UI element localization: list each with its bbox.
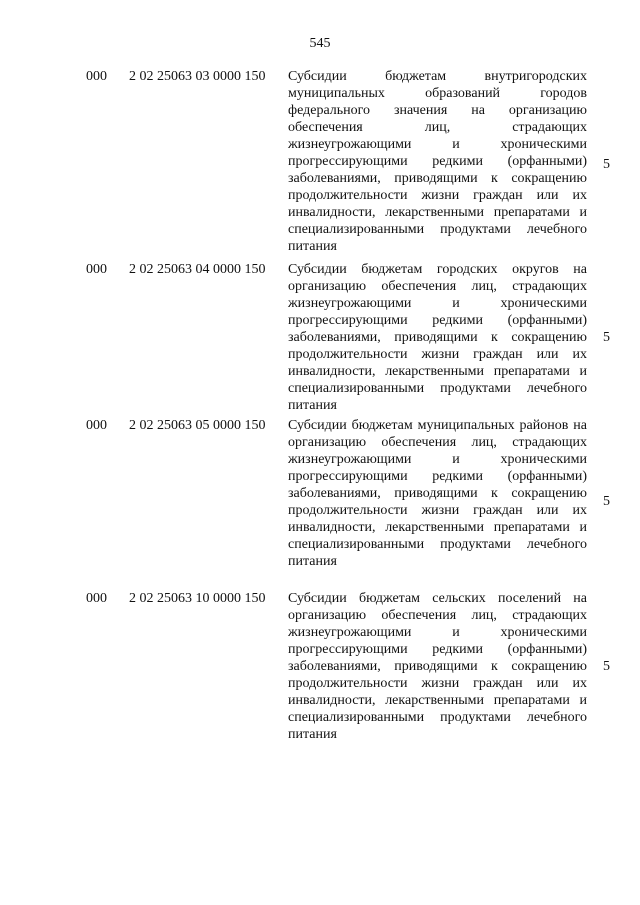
org-code: 000 [86,418,107,433]
row-description: Субсидии бюджетам внутригородских муниципальных образований городов федерального значения на организацию обеспечения лиц, страдающих жизнеугрожающими и хроническими прогрессирующими редкими (орфанными) заболеваниями, приводящими к сокращению продолжительности жизни граждан или их инвалидности, лекарственными препаратами и специализированными продуктами лечебного питания [288,69,587,254]
row-value: 5 [603,494,610,509]
budget-classification-code: 2 02 25063 05 0000 150 [129,418,266,433]
row-description: Субсидии бюджетам сельских поселений на организацию обеспечения лиц, страдающих жизнеугрожающими и хроническими прогрессирующими редкими (орфанными) заболеваниями, приводящими к сокращению продолжительности жизни граждан или их инвалидности, лекарственными препаратами и специализированными продуктами лечебного питания [288,591,587,742]
budget-classification-code: 2 02 25063 10 0000 150 [129,591,266,606]
page-number: 545 [309,36,331,51]
budget-classification-code: 2 02 25063 03 0000 150 [129,69,266,84]
org-code: 000 [86,591,107,606]
row-description: Субсидии бюджетам городских округов на организацию обеспечения лиц, страдающих жизнеугрожающими и хроническими прогрессирующими редкими (орфанными) заболеваниями, приводящими к сокращению продолжительности жизни граждан или их инвалидности, лекарственными препаратами и специализированными продуктами лечебного питания [288,262,587,413]
org-code: 000 [86,69,107,84]
row-value: 5 [603,659,610,674]
row-description: Субсидии бюджетам муниципальных районов на организацию обеспечения лиц, страдающих жизнеугрожающими и хроническими прогрессирующими редкими (орфанными) заболеваниями, приводящими к сокращению продолжительности жизни граждан или их инвалидности, лекарственными препаратами и специализированными продуктами лечебного питания [288,418,587,569]
row-value: 5 [603,157,610,172]
org-code: 000 [86,262,107,277]
budget-classification-code: 2 02 25063 04 0000 150 [129,262,266,277]
row-value: 5 [603,330,610,345]
